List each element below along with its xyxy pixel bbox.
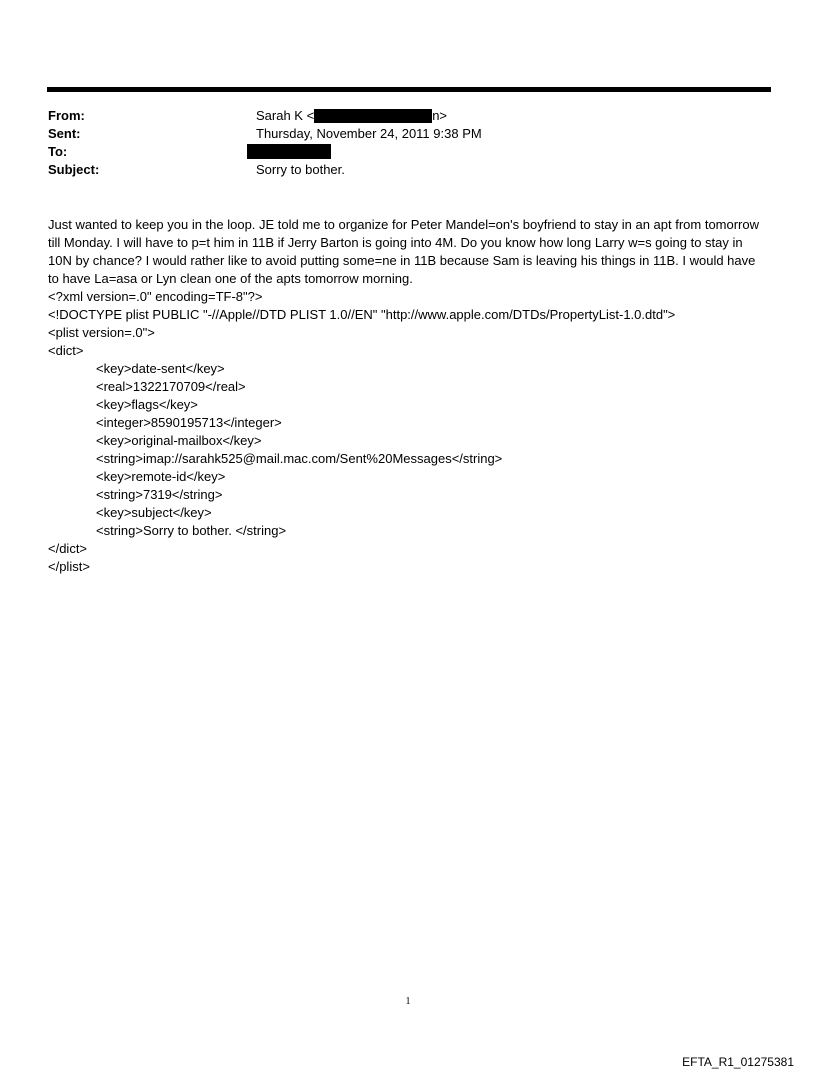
subject-row bbox=[48, 161, 768, 179]
redacted-recipient-block bbox=[247, 144, 331, 159]
plist-line: <?xml version=.0" encoding=TF-8"?> bbox=[48, 289, 263, 304]
plist-line: <key>remote-id</key> bbox=[96, 469, 226, 484]
body-paragraph: Just wanted to keep you in the loop. JE told me to organize for Peter Mandel=on's boyfriend to stay in an apt from tomorrow till Monday. I will have to p=t him in 11B if Jerry Barton is going into 4M. Do you know how long Larry w=s going to stay in 10N by chance? I would rather like to avoid putting some=ne in 11B because Sam is leaving his things in 11B. I would have to have La=asa or Lyn clean one of the apts tomorrow morning. bbox=[48, 217, 760, 286]
plist-block bbox=[48, 288, 768, 576]
subject-label: Subject: bbox=[48, 162, 100, 177]
from-label: From: bbox=[48, 108, 85, 123]
from-suffix: n> bbox=[432, 108, 448, 123]
sent-row bbox=[48, 125, 768, 143]
plist-line: <key>flags</key> bbox=[96, 397, 198, 412]
plist-line: <real>1322170709</real> bbox=[96, 379, 246, 394]
from-value bbox=[256, 107, 447, 125]
plist-line: <dict> bbox=[48, 343, 84, 358]
email-header bbox=[48, 107, 768, 179]
header-divider bbox=[47, 87, 771, 92]
email-body bbox=[48, 216, 768, 576]
plist-line: <string>7319</string> bbox=[96, 487, 223, 502]
plist-line: <string>imap://sarahk525@mail.mac.com/Sent%20Messages</string> bbox=[96, 451, 503, 466]
plist-line: <plist version=.0"> bbox=[48, 325, 155, 340]
plist-line: <key>subject</key> bbox=[96, 505, 212, 520]
plist-line: <string>Sorry to bother. </string> bbox=[96, 523, 287, 538]
from-name: Sarah K < bbox=[256, 108, 315, 123]
from-row bbox=[48, 107, 768, 125]
redacted-email-block bbox=[314, 109, 432, 123]
plist-line: <!DOCTYPE plist PUBLIC "-//Apple//DTD PLIST 1.0//EN" "http://www.apple.com/DTDs/PropertyList-1.0.dtd"> bbox=[48, 307, 676, 322]
plist-line: <integer>8590195713</integer> bbox=[96, 415, 282, 430]
plist-line: <key>original-mailbox</key> bbox=[96, 433, 262, 448]
page-number: 1 bbox=[405, 996, 411, 1007]
sent-label: Sent: bbox=[48, 126, 81, 141]
to-label: To: bbox=[48, 144, 68, 159]
sent-value: Thursday, November 24, 2011 9:38 PM bbox=[256, 126, 482, 141]
document-id: EFTA_R1_01275381 bbox=[682, 1055, 794, 1069]
to-value bbox=[247, 143, 331, 161]
plist-line: </plist> bbox=[48, 559, 90, 574]
plist-line: <key>date-sent</key> bbox=[96, 361, 225, 376]
subject-value: Sorry to bother. bbox=[256, 162, 345, 177]
plist-line: </dict> bbox=[48, 541, 88, 556]
to-row bbox=[48, 143, 768, 161]
